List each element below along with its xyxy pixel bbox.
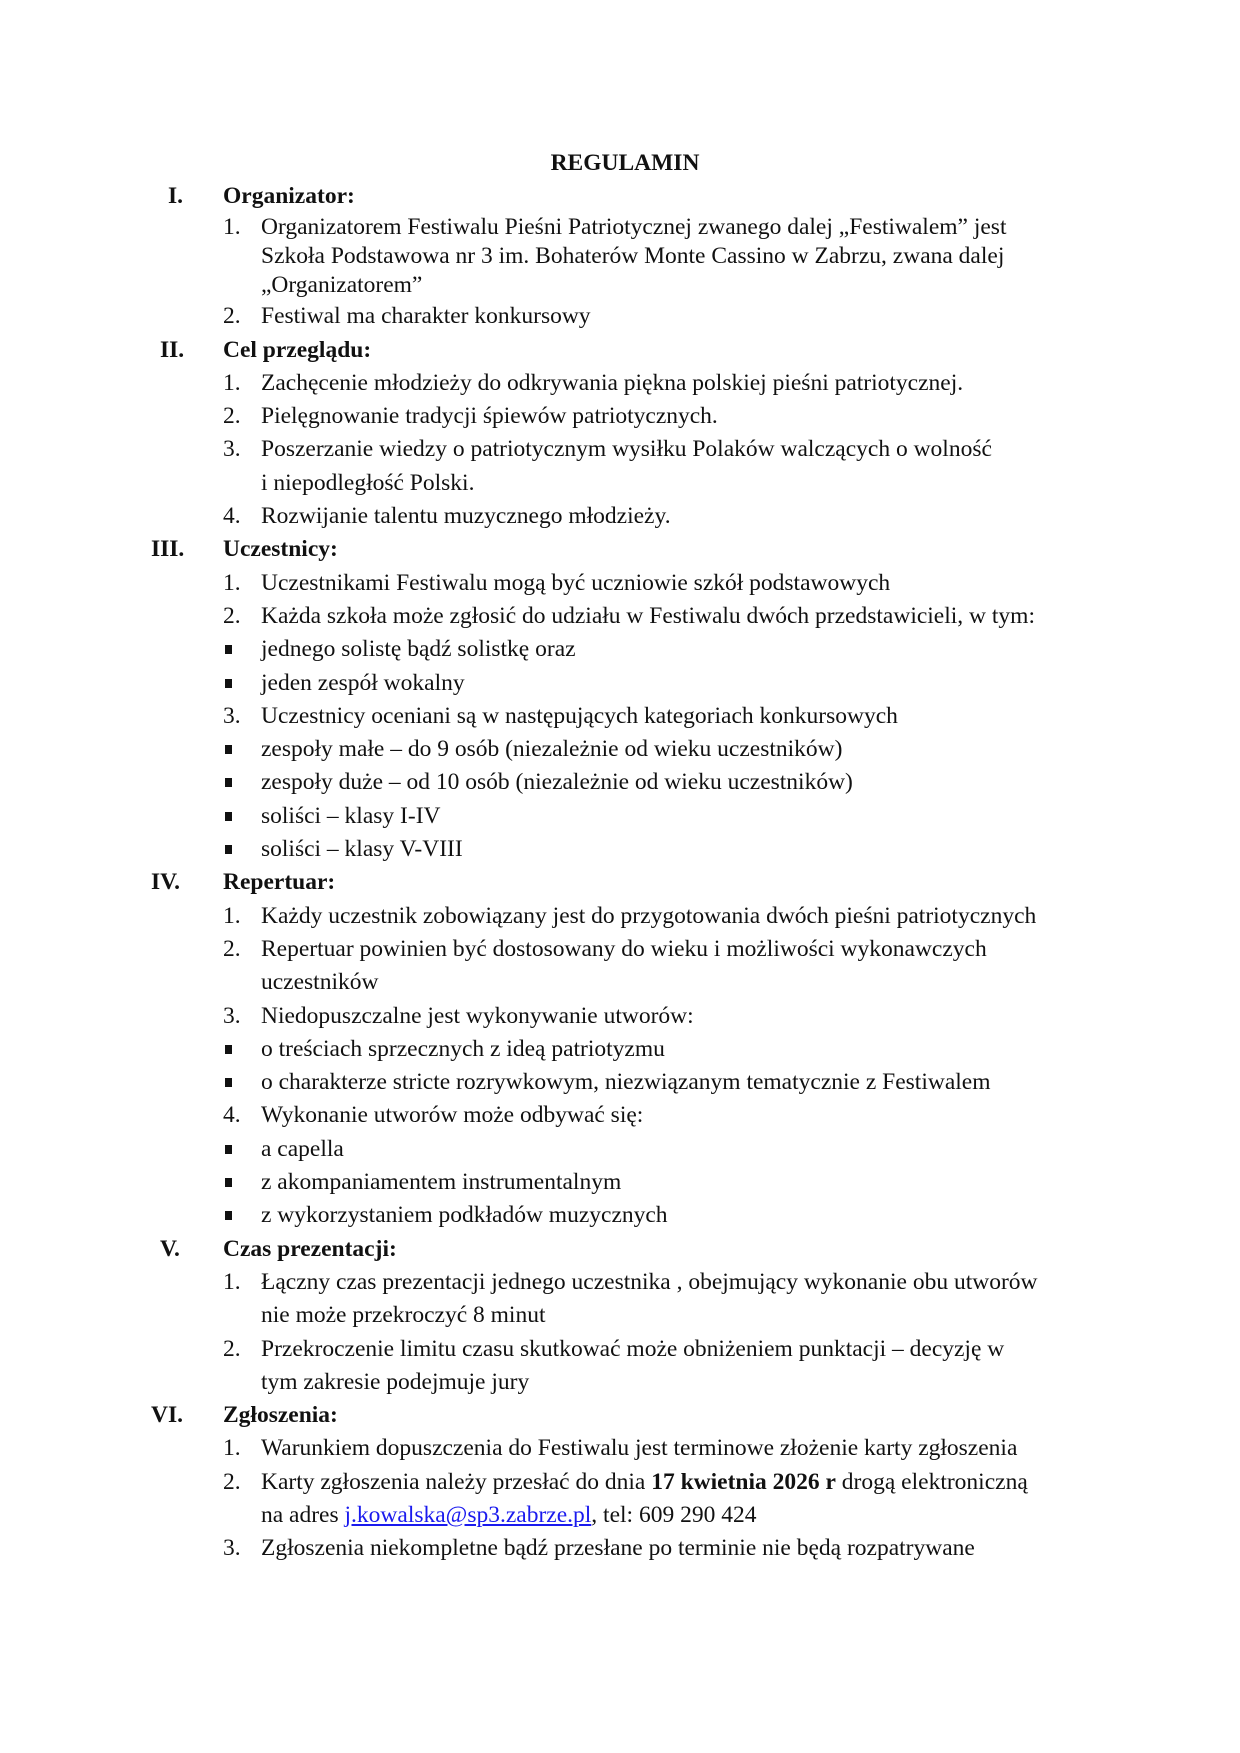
bullet-item: [0, 1066, 1240, 1099]
phone-text: , tel: 609 290 424: [591, 1501, 757, 1528]
square-bullet-icon: [225, 679, 232, 688]
section-title: Uczestnicy:: [223, 536, 338, 563]
bullet-item: [0, 733, 1240, 766]
item-text-segment: drogą elektroniczną: [835, 1468, 1028, 1495]
section-zgloszenia: [0, 1399, 1240, 1565]
item-number: 1.: [223, 569, 241, 596]
section-heading: [0, 1233, 1240, 1266]
section-czas-prezentacji: [0, 1233, 1240, 1399]
section-heading: [0, 1399, 1240, 1432]
bullet-item: [0, 800, 1240, 833]
item-text: Zachęcenie młodzieży do odkrywania piękna polskiej pieśni patriotycznej.: [261, 369, 964, 396]
item-text: Każda szkoła może zgłosić do udziału w Festiwalu dwóch przedstawicieli, w tym:: [261, 602, 1035, 629]
section-title: Organizator:: [223, 183, 355, 209]
square-bullet-icon: [225, 1178, 232, 1187]
bullet-item: [0, 667, 1240, 700]
item-line: tym zakresie podejmuje jury: [261, 1368, 530, 1395]
item-line: Organizatorem Festiwalu Pieśni Patriotycznej zwanego dalej „Festiwalem” jest: [261, 214, 1007, 241]
item-line: Poszerzanie wiedzy o patriotycznym wysiłku Polaków walczących o wolność: [261, 436, 992, 463]
bullet-text: o treściach sprzecznych z ideą patriotyzmu: [261, 1035, 665, 1062]
item-text: Niedopuszczalne jest wykonywanie utworów:: [261, 1002, 694, 1029]
list-item: [0, 1532, 1240, 1565]
section-heading: [0, 334, 1240, 367]
square-bullet-icon: [225, 812, 232, 821]
bullet-text: jednego solistę bądź solistkę oraz: [261, 636, 576, 663]
item-text-segment: Karty zgłoszenia należy przesłać do dnia: [261, 1468, 652, 1495]
item-text: [261, 213, 1121, 300]
bullet-text: zespoły duże – od 10 osób (niezależnie od wieku uczestników): [261, 769, 853, 796]
bullet-item: [0, 1199, 1240, 1232]
item-number: 1.: [223, 214, 241, 241]
item-number: 4.: [223, 503, 241, 530]
item-number: 1.: [223, 1435, 241, 1462]
item-text: [261, 1333, 1121, 1400]
section-title: Zgłoszenia:: [223, 1402, 338, 1429]
item-line: Repertuar powinien być dostosowany do wieku i możliwości wykonawczych: [261, 935, 987, 962]
square-bullet-icon: [225, 845, 232, 854]
item-number: 3.: [223, 702, 241, 729]
list-item: [0, 700, 1240, 733]
bullet-text: soliści – klasy I-IV: [261, 802, 441, 829]
item-number: 3.: [223, 1535, 241, 1562]
section-title: Repertuar:: [223, 869, 336, 896]
item-text: Rozwijanie talentu muzycznego młodzieży.: [261, 503, 671, 530]
item-number: 3.: [223, 436, 241, 463]
item-line: uczestników: [261, 969, 379, 996]
bullet-text: z akompaniamentem instrumentalnym: [261, 1169, 622, 1196]
section-number: I.: [168, 183, 184, 209]
section-cel-przegladu: [0, 334, 1240, 534]
section-organizator: [0, 180, 1240, 334]
section-heading: [0, 866, 1240, 899]
section-uczestnicy: [0, 533, 1240, 866]
square-bullet-icon: [225, 1211, 232, 1220]
list-item: [0, 300, 1240, 333]
item-number: 2.: [223, 935, 241, 962]
list-item: [0, 1099, 1240, 1132]
item-number: 2.: [223, 1335, 241, 1362]
item-text: Festiwal ma charakter konkursowy: [261, 303, 591, 330]
section-title: Cel przeglądu:: [223, 336, 372, 363]
item-number: 2.: [223, 602, 241, 629]
item-text: [261, 1266, 1121, 1333]
bullet-text: zespoły małe – do 9 osób (niezależnie od wieku uczestników): [261, 736, 843, 763]
section-heading: [0, 180, 1240, 213]
document-title: REGULAMIN: [550, 150, 700, 176]
item-number: 3.: [223, 1002, 241, 1029]
bullet-item: [0, 1033, 1240, 1066]
bullet-text: soliści – klasy V-VIII: [261, 836, 463, 863]
list-item: [0, 567, 1240, 600]
document-content: [0, 180, 1240, 1566]
bullet-item: [0, 766, 1240, 799]
item-line: Łączny czas prezentacji jednego uczestnika , obejmujący wykonanie obu utworów: [261, 1268, 1038, 1295]
list-item: [0, 500, 1240, 533]
square-bullet-icon: [225, 1045, 232, 1054]
list-item: [0, 1466, 1240, 1533]
list-item: [0, 1266, 1240, 1333]
bullet-text: jeden zespół wokalny: [261, 669, 465, 696]
item-number: 2.: [223, 303, 241, 330]
item-number: 4.: [223, 1102, 241, 1129]
list-item: [0, 1333, 1240, 1400]
bullet-item: [0, 633, 1240, 666]
section-number: III.: [151, 536, 185, 563]
square-bullet-icon: [225, 1145, 232, 1154]
item-line: nie może przekroczyć 8 minut: [261, 1302, 546, 1329]
bullet-text: z wykorzystaniem podkładów muzycznych: [261, 1202, 668, 1229]
item-text: Warunkiem dopuszczenia do Festiwalu jest terminowe złożenie karty zgłoszenia: [261, 1435, 1018, 1462]
list-item: [0, 900, 1240, 933]
item-text: Zgłoszenia niekompletne bądź przesłane po terminie nie będą rozpatrywane: [261, 1535, 975, 1562]
list-item: [0, 433, 1240, 500]
section-repertuar: [0, 866, 1240, 1232]
section-number: II.: [160, 336, 185, 363]
square-bullet-icon: [225, 745, 232, 754]
square-bullet-icon: [225, 1078, 232, 1087]
square-bullet-icon: [225, 645, 232, 654]
bullet-text: a capella: [261, 1135, 344, 1162]
list-item: [0, 213, 1240, 300]
section-number: VI.: [151, 1402, 183, 1429]
section-number: V.: [160, 1235, 180, 1262]
deadline-date: 17 kwietnia 2026 r: [651, 1468, 836, 1495]
item-number: 2.: [223, 403, 241, 430]
bullet-item: [0, 1166, 1240, 1199]
item-number: 2.: [223, 1468, 241, 1495]
item-text: Wykonanie utworów może odbywać się:: [261, 1102, 644, 1129]
list-item: [0, 1432, 1240, 1465]
item-text-segment: na adres: [261, 1501, 345, 1528]
item-text: Uczestnicy oceniani są w następujących kategoriach konkursowych: [261, 702, 898, 729]
list-item: [0, 400, 1240, 433]
section-number: IV.: [151, 869, 180, 896]
bullet-text: o charakterze stricte rozrywkowym, niezwiązanym tematycznie z Festiwalem: [261, 1069, 991, 1096]
item-number: 1.: [223, 1268, 241, 1295]
item-number: 1.: [223, 902, 241, 929]
square-bullet-icon: [225, 778, 232, 787]
item-text: [261, 933, 1121, 1000]
bullet-item: [0, 833, 1240, 866]
item-line: Przekroczenie limitu czasu skutkować może obniżeniem punktacji – decyzję w: [261, 1335, 1005, 1362]
item-text: Pielęgnowanie tradycji śpiewów patriotycznych.: [261, 403, 718, 430]
section-title: Czas prezentacji:: [223, 1235, 397, 1262]
item-text: [261, 1466, 1121, 1533]
list-item: [0, 933, 1240, 1000]
item-line: i niepodległość Polski.: [261, 469, 475, 496]
list-item: [0, 1000, 1240, 1033]
item-text: Uczestnikami Festiwalu mogą być uczniowie szkół podstawowych: [261, 569, 891, 596]
email-link[interactable]: j.kowalska@sp3.zabrze.pl: [344, 1501, 592, 1528]
item-line: „Organizatorem”: [261, 272, 423, 299]
list-item: [0, 600, 1240, 633]
item-number: 1.: [223, 369, 241, 396]
item-line: Szkoła Podstawowa nr 3 im. Bohaterów Monte Cassino w Zabrzu, zwana dalej: [261, 243, 1005, 270]
section-heading: [0, 533, 1240, 566]
list-item: [0, 367, 1240, 400]
bullet-item: [0, 1133, 1240, 1166]
item-text: Każdy uczestnik zobowiązany jest do przygotowania dwóch pieśni patriotycznych: [261, 902, 1037, 929]
item-text: [261, 433, 1121, 500]
